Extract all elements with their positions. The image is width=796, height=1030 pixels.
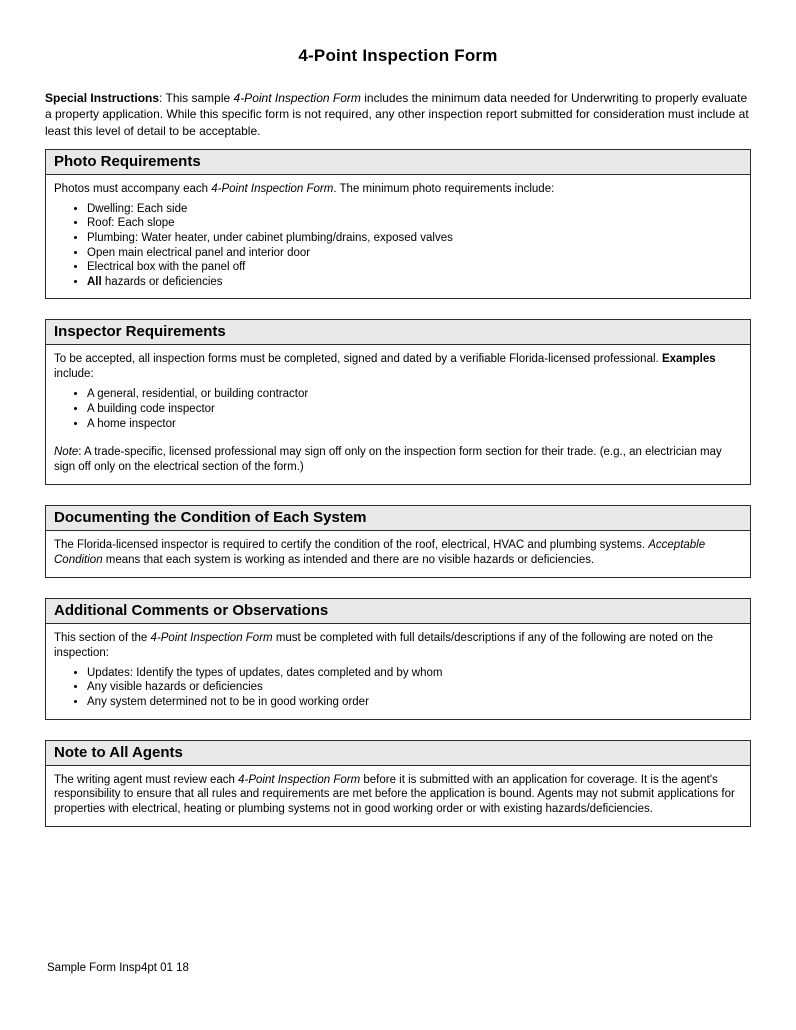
bullet-item	[87, 417, 740, 432]
bullet-item	[87, 231, 740, 246]
text-run: Plumbing: Water heater, under cabinet plumbing/drains, exposed valves	[87, 232, 453, 245]
italic-text-run: Note	[54, 446, 79, 459]
special-instructions-paragraph	[45, 90, 751, 139]
bullet-item	[87, 387, 740, 402]
paragraph	[54, 631, 740, 661]
italic-text-run: 4-Point Inspection Form	[238, 773, 361, 786]
section-additional-comments	[45, 598, 751, 720]
bullet-item	[87, 246, 740, 261]
text-run: A general, residential, or building contractor	[87, 388, 309, 401]
section-heading-photo-requirements: Photo Requirements	[46, 150, 750, 175]
text-run: before it is submitted with an application for coverage. It is the agent's responsibility to ensure that all rules and requirements are met before the application is bound. Agents may not submit applications for properties with electrical, heating or plumbing systems not in good working order or with existing hazards/deficiencies.	[54, 773, 735, 816]
section-body-additional-comments	[46, 624, 750, 719]
bullet-item	[87, 680, 740, 695]
bullet-item	[87, 666, 740, 681]
text-run: . The minimum photo requirements include:	[333, 182, 555, 195]
bullet-list	[54, 202, 740, 290]
paragraph	[54, 182, 740, 197]
text-run: Electrical box with the panel off	[87, 261, 246, 274]
bullet-list	[54, 387, 740, 431]
text-run: : This sample	[159, 91, 234, 105]
bullet-item	[87, 216, 740, 231]
text-run: includes the minimum data needed for Underwriting to properly evaluate a property application. While this specific form is not required, any other inspection report submitted for consideration must include at least this level of detail to be acceptable.	[45, 91, 749, 138]
bullet-item	[87, 260, 740, 275]
bullet-list	[54, 666, 740, 710]
section-heading-additional-comments: Additional Comments or Observations	[46, 599, 750, 624]
section-heading-inspector-requirements: Inspector Requirements	[46, 320, 750, 345]
bold-text-run: All	[87, 275, 102, 288]
text-run: Any visible hazards or deficiencies	[87, 681, 263, 694]
sections-container	[45, 149, 751, 827]
section-documenting-condition	[45, 505, 751, 578]
text-run: A building code inspector	[87, 402, 215, 415]
section-body-note-to-all-agents	[46, 766, 750, 827]
text-run: Updates: Identify the types of updates, dates completed and by whom	[87, 666, 443, 679]
bold-text-run: Special Instructions	[45, 91, 160, 105]
bold-text-run: Examples	[661, 353, 716, 366]
section-body-documenting-condition	[46, 531, 750, 577]
bullet-item	[87, 202, 740, 217]
bullet-item	[87, 275, 740, 290]
text-run: To be accepted, all inspection forms must be completed, signed and dated by a verifiable Florida-licensed professional.	[54, 353, 662, 366]
paragraph	[54, 445, 740, 475]
text-run: This section of the	[54, 631, 151, 644]
paragraph	[54, 773, 740, 818]
section-body-inspector-requirements	[46, 345, 750, 484]
text-run: must be completed with full details/descriptions if any of the following are noted on the inspection:	[54, 631, 714, 659]
text-run: Dwelling: Each side	[87, 202, 188, 215]
text-run: The Florida-licensed inspector is required to certify the condition of the roof, electrical, HVAC and plumbing systems.	[54, 538, 649, 551]
italic-text-run: 4-Point Inspection Form	[150, 631, 273, 644]
paragraph	[54, 352, 740, 382]
text-run: : A trade-specific, licensed professional may sign off only on the inspection form section for their trade. (e.g., an electrician may sign off only on the electrical section of the form.)	[54, 446, 722, 474]
section-heading-documenting-condition: Documenting the Condition of Each System	[46, 506, 750, 531]
text-run: Roof: Each slope	[87, 217, 175, 230]
bullet-item	[87, 402, 740, 417]
italic-text-run: Acceptable Condition	[54, 538, 706, 566]
section-heading-note-to-all-agents: Note to All Agents	[46, 741, 750, 766]
section-inspector-requirements	[45, 319, 751, 485]
text-run: means that each system is working as intended and there are no visible hazards or deficiencies.	[102, 553, 595, 566]
page-title: 4-Point Inspection Form	[298, 46, 498, 65]
section-note-to-all-agents	[45, 740, 751, 828]
footer-text: Sample Form Insp4pt 01 18	[47, 962, 189, 974]
text-run: Any system determined not to be in good working order	[87, 695, 369, 708]
text-run: hazards or deficiencies	[101, 275, 223, 288]
section-photo-requirements	[45, 149, 751, 300]
italic-text-run: 4-Point Inspection Form	[233, 91, 361, 105]
section-body-photo-requirements	[46, 175, 750, 299]
text-run: Photos must accompany each	[54, 182, 212, 195]
text-run: The writing agent must review each	[54, 773, 239, 786]
paragraph	[54, 538, 740, 568]
text-run: include:	[54, 368, 94, 381]
text-run: A home inspector	[87, 417, 176, 430]
text-run: Open main electrical panel and interior door	[87, 246, 311, 259]
bullet-item	[87, 695, 740, 710]
italic-text-run: 4-Point Inspection Form	[211, 182, 334, 195]
